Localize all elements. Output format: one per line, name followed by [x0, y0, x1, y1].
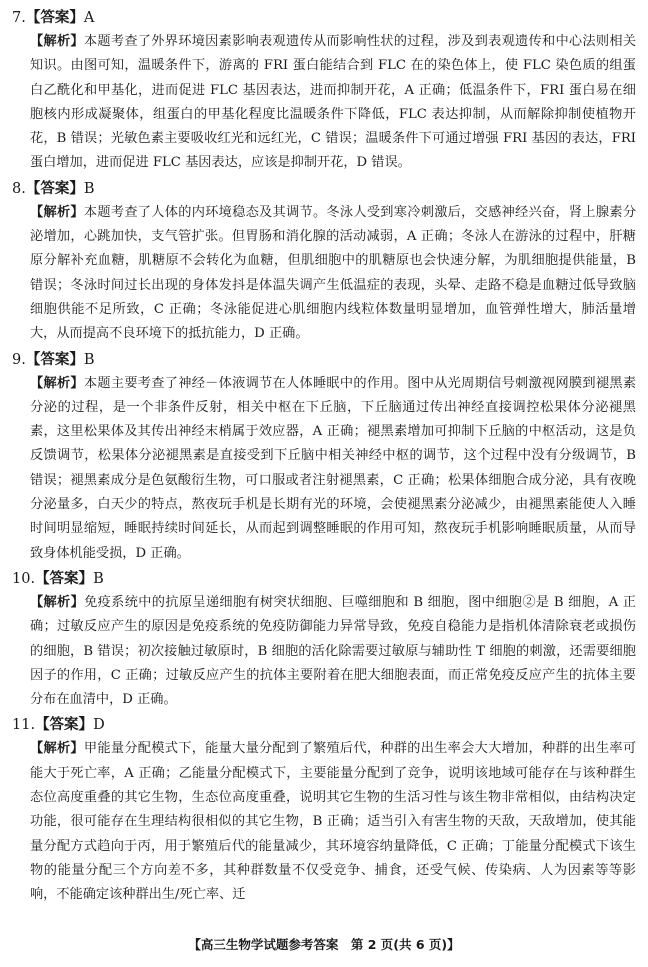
analysis-paragraph	[12, 591, 636, 712]
analysis-text: 甲能量分配模式下，能量大量分配到了繁殖后代，种群的出生率会大大增加，种群的出生率可能大于死亡率，A 正确；乙能量分配模式下，主要能量分配到了竞争，说明该地域可能存在与该种群生态位高度重叠的其它生物，生态位高度重叠，说明其它生物的生活习性与该生物非常相似，由结构决定功能，很可能存在生理结构很相似的其它生物，B 正确；适当引入有害生物的天敌，天敌增加，使其能量分配方式趋向于丙，用于繁殖后代的能量减少，其环境容纳量降低，C 正确；丁能量分配模式下该生物的能量分配三个方向差不多，其种群数量不仅受竞争、捕食，还受气候、传染病、人为因素等等影响，不能确定该种群出生/死亡率、迁	[30, 741, 637, 903]
answer-choice: B	[83, 351, 95, 368]
answer-tag: 【答案】	[25, 179, 84, 197]
answer-item-7	[12, 6, 636, 176]
analysis-tag: 【解析】	[30, 741, 84, 757]
answer-choice: A	[83, 10, 95, 26]
answer-tag: 【答案】	[35, 716, 94, 734]
analysis-paragraph	[12, 372, 636, 566]
analysis-tag: 【解析】	[30, 204, 84, 220]
question-number: 8.	[12, 180, 26, 197]
answer-item-10	[12, 567, 636, 712]
question-number: 10.	[12, 570, 36, 587]
analysis-text: 免疫系统中的抗原呈递细胞有树突状细胞、巨噬细胞和 B 细胞，图中细胞②是 B 细胞，A 正确；过敏反应产生的原因是免疫系统的免疫防御能力异常导致，免疫自稳能力是指机体清除衰老或损伤的细胞，B 错误；初次接触过敏原时，B 细胞的活化除需要过敏原与辅助性 T 细胞的刺激，还需要细胞因子的作用，C 正确；过敏反应产生的抗体主要附着在肥大细胞表面，而正常免疫反应产生的抗体主要分布在血清中，D 正确。	[30, 594, 636, 708]
answer-choice: B	[83, 180, 95, 197]
analysis-text: 本题考查了人体的内环境稳态及其调节。冬泳人受到寒冷刺激后，交感神经兴奋，肾上腺素分泌增加，心跳加快，支气管扩张。但胃肠和消化腺的活动减弱，A 正确；冬泳人在游泳的过程中，肝糖原分解补充血糖，肌糖原不会转化为血糖，但肌细胞中的肌糖原也会快速分解，为肌细胞提供能量，B 错误；冬泳时间过长出现的身体发抖是体温失调产生低温症的表现，头晕、走路不稳是血糖过低导致脑细胞供能不足所致，C 正确；冬泳能促进心肌细胞内线粒体数量明显增加，血管弹性增大，肺活量增大，从而提高不良环境下的抵抗能力，D 正确。	[30, 204, 637, 342]
answer-tag: 【答案】	[25, 9, 84, 26]
question-number: 9.	[12, 351, 26, 368]
answer-item-9	[12, 348, 636, 566]
answer-line	[12, 6, 636, 30]
analysis-paragraph	[12, 30, 636, 176]
analysis-text: 本题考查了外界环境因素影响表观遗传从而影响性状的过程，涉及到表观遗传和中心法则相关知识。由图可知，温暖条件下，游离的 FRI 蛋白能结合到 FLC 在的染色体上，使 FLC 染色质的组蛋白乙酰化和甲基化，进而促进 FLC 基因表达，进而抑制开花，A 正确；低温条件下，FRI 蛋白易在细胞核内形成凝聚体，组蛋白的甲基化程度比温暖条件下降低，FLC 表达抑制，从而解除抑制使植物开花，B 错误；光敏色素主要吸收红光和远红光，C 错误；温暖条件下可通过增强 FRI 基因的表达，FRI 蛋白增加，进而促进 FLC 基因表达，应该是抑制开花，D 错误。	[30, 34, 637, 171]
analysis-tag: 【解析】	[30, 375, 84, 391]
page-footer: 【高三生物学试题参考答案 第 2 页(共 6 页)】	[188, 937, 460, 952]
answer-line	[12, 177, 636, 201]
analysis-text: 本题主要考查了神经－体液调节在人体睡眠中的作用。图中从光周期信号刺激视网膜到褪黑素分泌的过程，是一个非条件反射，相关中枢在下丘脑，下丘脑通过传出神经直接调控松果体分泌褪黑素，这里松果体及其传出神经末梢属于效应器，A 正确；褪黑素增加可抑制下丘脑的中枢活动，这是负反馈调节，松果体分泌褪黑素是直接受到下丘脑中相关神经中枢的调节，这个过程中没有分级调节，B 错误；褪黑素成分是色氨酸衍生物，可口服或者注射褪黑素，C 正确；松果体细胞合成分泌，具有夜晚分泌量多，白天少的特点，熬夜玩手机是长期有光的环境，会使褪黑素分泌减少，由褪黑素能使人入睡时间明显缩短，睡眠持续时间延长，从而起到调整睡眠的作用可知，熬夜玩手机影响睡眠质量，从而导致身体机能受损，D 正确。	[30, 375, 637, 561]
answer-tag: 【答案】	[35, 569, 94, 587]
answer-choice: D	[93, 717, 105, 734]
answer-tag: 【答案】	[25, 350, 84, 368]
analysis-tag: 【解析】	[30, 34, 84, 49]
analysis-paragraph	[12, 737, 636, 907]
answer-choice: B	[93, 570, 104, 587]
analysis-tag: 【解析】	[30, 594, 85, 610]
question-number: 11.	[12, 717, 36, 734]
answer-line	[12, 713, 636, 737]
answer-line	[12, 348, 636, 372]
question-number: 7.	[12, 10, 26, 26]
analysis-paragraph	[12, 201, 636, 347]
answer-line	[12, 567, 636, 591]
answer-item-8	[12, 177, 636, 347]
answer-item-11	[12, 713, 636, 907]
